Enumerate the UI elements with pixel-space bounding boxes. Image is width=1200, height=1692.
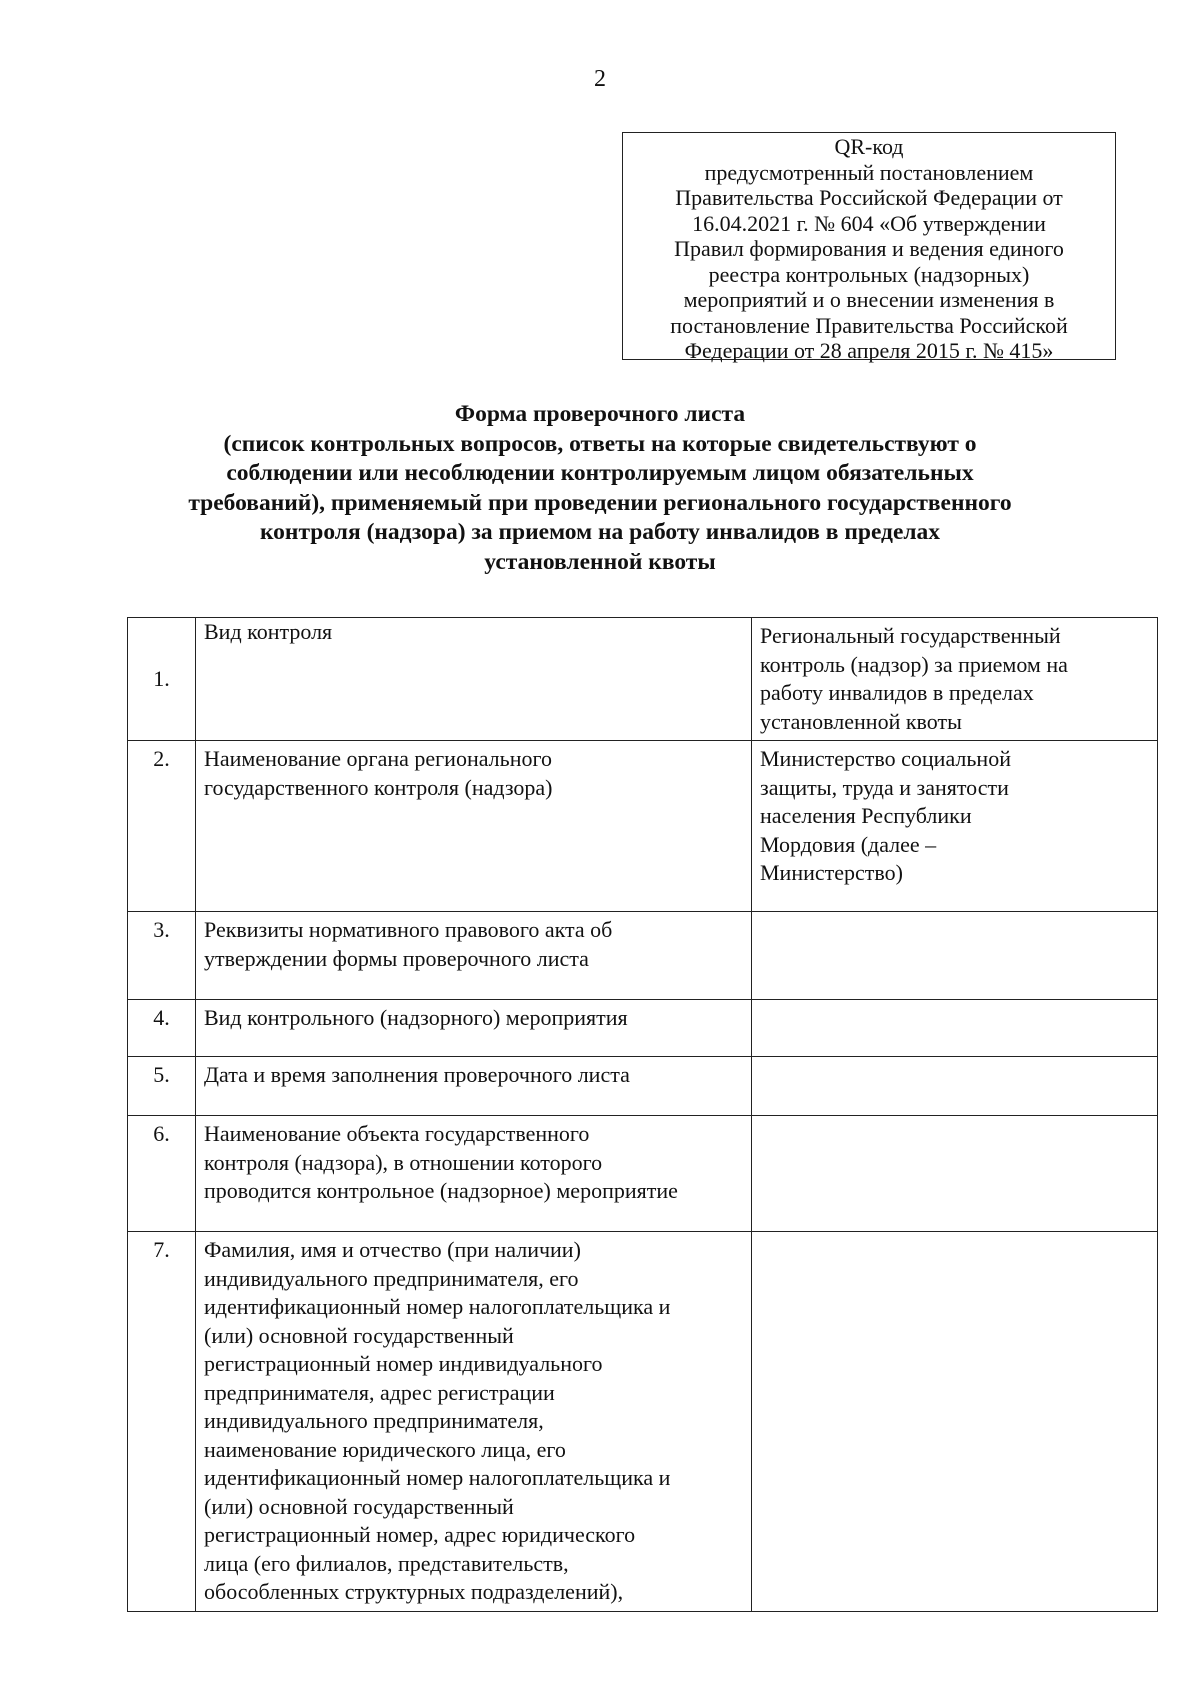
table-row [128,1057,1158,1116]
table-row [128,1000,1158,1057]
answer-cell[interactable] [752,1232,1158,1612]
answer-line: Министерство) [760,860,903,885]
table-row [128,741,1158,912]
title-line: требований), применяемый при проведении регионального государственного [188,489,1012,516]
question-line: регистрационный номер индивидуального [204,1351,603,1376]
question-line: Дата и время заполнения проверочного листа [204,1062,630,1087]
question-cell [196,1000,752,1057]
title-line: установленной квоты [484,548,716,575]
row-number: 5. [128,1057,196,1116]
question-line: Наименование объекта государственного [204,1121,590,1146]
answer-line: населения Республики [760,803,972,828]
document-title [100,400,1100,577]
table-row [128,912,1158,1000]
question-line: Фамилия, имя и отчество (при наличии) [204,1237,581,1262]
page-number: 2 [594,66,606,92]
question-line: (или) основной государственный [204,1493,514,1519]
answer-line: Мордовия (далее – [760,831,937,857]
title-line: (список контрольных вопросов, ответы на которые свидетельствуют о [223,430,977,457]
question-cell [196,912,752,1000]
row-number: 2. [128,741,196,912]
answer-line: работу инвалидов в пределах [760,680,1034,705]
answer-line: Региональный государственный [760,623,1061,648]
question-cell [196,1232,752,1612]
answer-cell[interactable] [752,1057,1158,1116]
table-row [128,1116,1158,1232]
question-line: идентификационный номер налогоплательщика и [204,1465,671,1490]
qr-box-line: QR-код [834,134,904,159]
question-line: (или) основной государственный [204,1322,514,1348]
title-line: Форма проверочного листа [454,401,746,427]
question-line: Реквизиты нормативного правового акта об [204,917,613,942]
answer-cell[interactable] [752,1000,1158,1057]
qr-box-line: Федерации от 28 апреля 2015 г. № 415» [684,338,1054,363]
answer-line: защиты, труда и занятости [760,774,1009,800]
question-cell [196,1057,752,1116]
question-cell [196,741,752,912]
question-line: наименование юридического лица, его [204,1436,566,1462]
qr-box-line: постановление Правительства Российской [670,312,1068,338]
question-cell [196,1116,752,1232]
qr-box-line: реестра контрольных (надзорных) [708,261,1030,287]
qr-box-line: мероприятий и о внесении изменения в [683,287,1055,312]
question-line: индивидуального предпринимателя, его [204,1265,579,1291]
row-number: 1. [128,618,196,741]
question-line: Вид контрольного (надзорного) мероприятия [204,1005,628,1030]
table-row [128,1232,1158,1612]
row-number: 4. [128,1000,196,1057]
row-number: 3. [128,912,196,1000]
question-line: лица (его филиалов, представительств, [204,1550,569,1576]
question-line: Наименование органа регионального [204,746,552,771]
question-line: предпринимателя, адрес регистрации [204,1379,555,1405]
title-line: контроля (надзора) за приемом на работу инвалидов в пределах [259,519,941,545]
question-line: идентификационный номер налогоплательщика и [204,1294,671,1319]
table-row [128,618,1158,741]
answer-cell[interactable] [752,912,1158,1000]
qr-code-placeholder-box [622,132,1116,363]
title-line: соблюдении или несоблюдении контролируемым лицом обязательных [226,460,974,486]
row-number: 7. [128,1232,196,1612]
question-line: обособленных структурных подразделений), [204,1579,624,1604]
question-line: проводится контрольное (надзорное) мероприятие [204,1178,678,1203]
answer-cell[interactable] [752,1116,1158,1232]
question-line: Вид контроля [204,619,333,644]
question-line: регистрационный номер, адрес юридического [204,1522,636,1547]
answer-line: контроль (надзор) за приемом на [760,651,1068,677]
answer-cell [752,741,1158,912]
question-line: индивидуального предпринимателя, [204,1408,544,1433]
qr-box-line: Правил формирования и ведения единого [674,236,1064,261]
row-number: 6. [128,1116,196,1232]
answer-line: установленной квоты [760,708,962,734]
question-line: контроля (надзора), в отношении которого [204,1149,603,1175]
question-line: государственного контроля (надзора) [204,774,553,800]
checklist-form-table [127,617,1158,1612]
answer-cell [752,618,1158,741]
qr-box-line: 16.04.2021 г. № 604 «Об утверждении [692,210,1046,236]
qr-box-line: предусмотренный постановлением [704,159,1034,185]
question-cell [196,618,752,741]
qr-box-line: Правительства Российской Федерации от [675,185,1063,210]
question-line: утверждении формы проверочного листа [204,945,589,971]
answer-line: Министерство социальной [760,746,1011,771]
